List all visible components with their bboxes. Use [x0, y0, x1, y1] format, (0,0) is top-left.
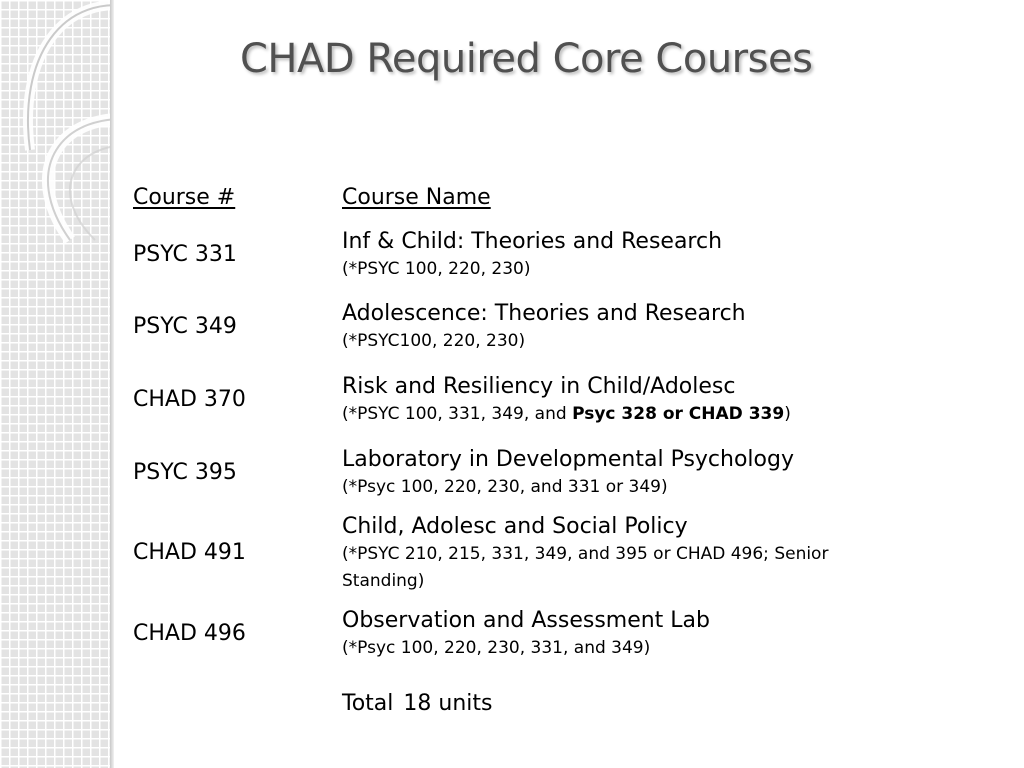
- course-code: PSYC 395: [133, 460, 237, 485]
- prereq-text: (*PSYC 100, 331, 349, and: [342, 404, 573, 424]
- prereq-tail: ): [784, 404, 791, 424]
- total-units: [342, 691, 492, 716]
- course-name: Child, Adolesc and Social Policy: [342, 514, 688, 539]
- course-code: CHAD 370: [133, 387, 246, 412]
- course-code: CHAD 491: [133, 540, 246, 565]
- course-prerequisites: (*PSYC 210, 215, 331, 349, and 395 or CHAD 496; Senior Standing): [342, 544, 829, 591]
- course-prerequisites: (*Psyc 100, 220, 230, and 331 or 349): [342, 477, 668, 497]
- header-course-name: Course Name: [342, 185, 491, 210]
- course-code: PSYC 331: [133, 242, 237, 267]
- course-prerequisites: (*PSYC 100, 220, 230): [342, 259, 531, 279]
- total-label: Total: [342, 691, 394, 716]
- course-name: Adolescence: Theories and Research: [342, 301, 746, 326]
- course-name: Inf & Child: Theories and Research: [342, 229, 723, 254]
- slide-title: CHAD Required Core Courses: [240, 36, 813, 82]
- course-prerequisites: (*Psyc 100, 220, 230, 331, and 349): [342, 638, 651, 658]
- course-name-block: [342, 228, 902, 283]
- course-code: PSYC 349: [133, 314, 237, 339]
- header-course-number: Course #: [133, 185, 236, 210]
- decorative-grid-strip: [0, 0, 114, 768]
- course-name: Risk and Resiliency in Child/Adolesc: [342, 374, 736, 399]
- course-prerequisites: [342, 401, 902, 428]
- course-name-block: [342, 607, 902, 662]
- course-name-block: [342, 373, 902, 428]
- decorative-swirl-graphic: [0, 0, 114, 300]
- course-name-block: [342, 300, 902, 355]
- course-code: CHAD 496: [133, 621, 246, 646]
- course-prerequisites: (*PSYC100, 220, 230): [342, 331, 526, 351]
- strip-edge-shadow: [110, 0, 114, 768]
- course-name: Laboratory in Developmental Psychology: [342, 447, 794, 472]
- total-value: 18 units: [403, 691, 493, 716]
- course-name: Observation and Assessment Lab: [342, 608, 711, 633]
- prereq-bold-text: Psyc 328 or CHAD 339: [572, 404, 785, 424]
- course-name-block: [342, 446, 902, 501]
- course-name-block: [342, 513, 902, 595]
